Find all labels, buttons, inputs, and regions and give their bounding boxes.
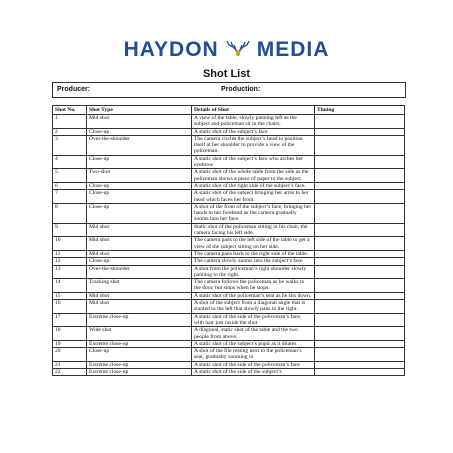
shot-details-cell: A view of the table, slowly panning left as the subject and policeman sit in the chairs.	[192, 115, 315, 129]
shot-type-cell: Close-up	[87, 258, 192, 265]
shot-number-cell: 8	[53, 203, 87, 223]
table-row	[53, 265, 405, 279]
column-header-timing: Timing	[315, 106, 405, 115]
table-row	[53, 279, 405, 293]
shot-number-cell: 12	[53, 258, 87, 265]
table-row	[53, 340, 405, 347]
shot-details-cell: A static shot of the subject bringing her arms to her head which faces her front.	[192, 190, 315, 204]
shot-type-cell: Close-up	[87, 190, 192, 204]
shot-type-cell: Close-up	[87, 348, 192, 362]
shot-type-cell: Over-the-shoulder	[87, 135, 192, 155]
shot-number-cell: 13	[53, 265, 87, 279]
column-header-shot-no: Shot No.	[53, 106, 87, 115]
shot-number-cell: 7	[53, 190, 87, 204]
timing-cell	[315, 190, 405, 204]
timing-cell	[315, 237, 405, 251]
shot-type-cell: Close-up	[87, 128, 192, 135]
shot-type-cell: Extreme close-up	[87, 313, 192, 327]
table-row	[53, 292, 405, 299]
shot-details-cell: The camera slowly zooms into the subject’s face	[192, 258, 315, 265]
shot-details-cell: The camera follows the policeman as he walks to the door, but stops when he stops.	[192, 279, 315, 293]
table-row	[53, 135, 405, 155]
table-header-row	[53, 106, 405, 115]
shot-type-cell: Extreme close-up	[87, 340, 192, 347]
shot-details-cell: A shot of the file resting next to the policeman’s seat, gradually zooming in	[192, 348, 315, 362]
shot-number-cell: 14	[53, 279, 87, 293]
table-row	[53, 237, 405, 251]
shot-type-cell: Tracking shot	[87, 279, 192, 293]
shot-number-cell: 20	[53, 348, 87, 362]
timing-cell	[315, 258, 405, 265]
shot-details-cell: A static shot of the subject’s face who arches her eyebrow	[192, 155, 315, 169]
timing-cell	[315, 265, 405, 279]
shot-number-cell: 2	[53, 128, 87, 135]
table-row	[53, 190, 405, 204]
timing-cell	[315, 348, 405, 362]
column-header-shot-type: Shot Type	[87, 106, 192, 115]
shot-type-cell: Close-up	[87, 155, 192, 169]
table-row	[53, 258, 405, 265]
producer-production-box	[52, 82, 406, 98]
shot-details-cell: A diagonal, static shot of the table and the two people from above.	[192, 327, 315, 341]
shot-details-cell: A shot from the policeman’s right shoulder slowly panning to the right.	[192, 265, 315, 279]
table-row	[53, 368, 405, 375]
shot-number-cell: 22	[53, 368, 87, 375]
brand-header	[0, 38, 453, 62]
shot-type-cell: Over-the-shoulder	[87, 265, 192, 279]
shot-type-cell: Two-shot	[87, 169, 192, 183]
producer-label: Producer:	[57, 86, 91, 93]
timing-cell	[315, 169, 405, 183]
shot-number-cell: 4	[53, 155, 87, 169]
shot-number-cell: 5	[53, 169, 87, 183]
shot-number-cell: 11	[53, 250, 87, 257]
table-row	[53, 250, 405, 257]
shot-details-cell: A shot of the front of the subject’s face, bringing her hands to her forehead as the camera gradually zooms into her face.	[192, 203, 315, 223]
shot-number-cell: 21	[53, 361, 87, 368]
shot-type-cell: Mid shot	[87, 223, 192, 237]
brand-name-left: HAYDON	[123, 38, 219, 61]
table-row	[53, 300, 405, 314]
shot-details-cell: A static shot of the subject’s face	[192, 128, 315, 135]
shot-details-cell: A static shot of the policeman’s seat as he sits down.	[192, 292, 315, 299]
table-row	[53, 313, 405, 327]
brand-name-right: MEDIA	[256, 38, 330, 61]
shot-number-cell: 18	[53, 327, 87, 341]
table-row	[53, 115, 405, 129]
table-row	[53, 155, 405, 169]
shot-details-cell: Static shot of the policeman sitting in his chair, the camera facing his left side.	[192, 223, 315, 237]
shot-number-cell: 19	[53, 340, 87, 347]
shot-details-cell: A static shot of the side of the subject’s	[192, 368, 315, 375]
timing-cell	[315, 155, 405, 169]
timing-cell	[315, 327, 405, 341]
shot-type-cell: Wide shot	[87, 327, 192, 341]
shot-type-cell: Mid shot	[87, 237, 192, 251]
timing-cell	[315, 368, 405, 375]
timing-cell	[315, 300, 405, 314]
table-row	[53, 128, 405, 135]
timing-cell	[315, 361, 405, 368]
table-row	[53, 361, 405, 368]
timing-cell	[315, 250, 405, 257]
shot-type-cell: Mid shot	[87, 300, 192, 314]
timing-cell	[315, 279, 405, 293]
timing-cell	[315, 223, 405, 237]
shot-details-cell: The camera circles the subject’s head to position itself at her shoulder to provide a view of the policeman.	[192, 135, 315, 155]
timing-cell	[315, 128, 405, 135]
table-row	[53, 327, 405, 341]
shot-type-cell: Mid shot	[87, 115, 192, 129]
timing-cell	[315, 115, 405, 129]
production-label: Production:	[221, 86, 261, 93]
timing-cell	[315, 182, 405, 189]
shot-type-cell: Extreme close-up	[87, 361, 192, 368]
page-title: Shot List	[202, 68, 251, 80]
timing-cell	[315, 313, 405, 327]
shot-number-cell: 3	[53, 135, 87, 155]
table-row	[53, 223, 405, 237]
shot-details-cell: A static shot of the side of the policeman’s face, with hair just inside the shot	[192, 313, 315, 327]
shot-details-cell: The camera pans back to the right side of the table.	[192, 250, 315, 257]
shot-details-cell: A static shot of the right side of the subject’s face.	[192, 182, 315, 189]
table-row	[53, 182, 405, 189]
shot-number-cell: 17	[53, 313, 87, 327]
shot-number-cell: 1	[53, 115, 87, 129]
deer-antler-logo-icon	[225, 39, 251, 57]
shot-type-cell: Close-up	[87, 203, 192, 223]
shot-number-cell: 6	[53, 182, 87, 189]
shot-type-cell: Mid shot	[87, 292, 192, 299]
table-row	[53, 203, 405, 223]
shot-type-cell: Extreme close-up	[87, 368, 192, 375]
table-row	[53, 169, 405, 183]
shot-details-cell: A static shot of the side of the policeman’s face	[192, 361, 315, 368]
shot-type-cell: Mid shot	[87, 250, 192, 257]
shot-details-cell: A static shot of the subject’s pupil as it dilates	[192, 340, 315, 347]
shot-details-cell: A shot of the subject from a diagonal angle that is slanted to the left that slowly pans to the right.	[192, 300, 315, 314]
shot-number-cell: 15	[53, 292, 87, 299]
timing-cell	[315, 135, 405, 155]
shot-details-cell: A static shot of the whole table from the side as the policeman shows a piece of paper to the subject.	[192, 169, 315, 183]
shot-details-cell: The camera pans to the left side of the table to get a view of the subject sitting on her side.	[192, 237, 315, 251]
shot-number-cell: 10	[53, 237, 87, 251]
column-header-details: Details of Shot	[192, 106, 315, 115]
shot-number-cell: 16	[53, 300, 87, 314]
shot-number-cell: 9	[53, 223, 87, 237]
shot-type-cell: Close-up	[87, 182, 192, 189]
timing-cell	[315, 203, 405, 223]
timing-cell	[315, 292, 405, 299]
timing-cell	[315, 340, 405, 347]
shot-list-table	[52, 105, 405, 376]
table-row	[53, 348, 405, 362]
